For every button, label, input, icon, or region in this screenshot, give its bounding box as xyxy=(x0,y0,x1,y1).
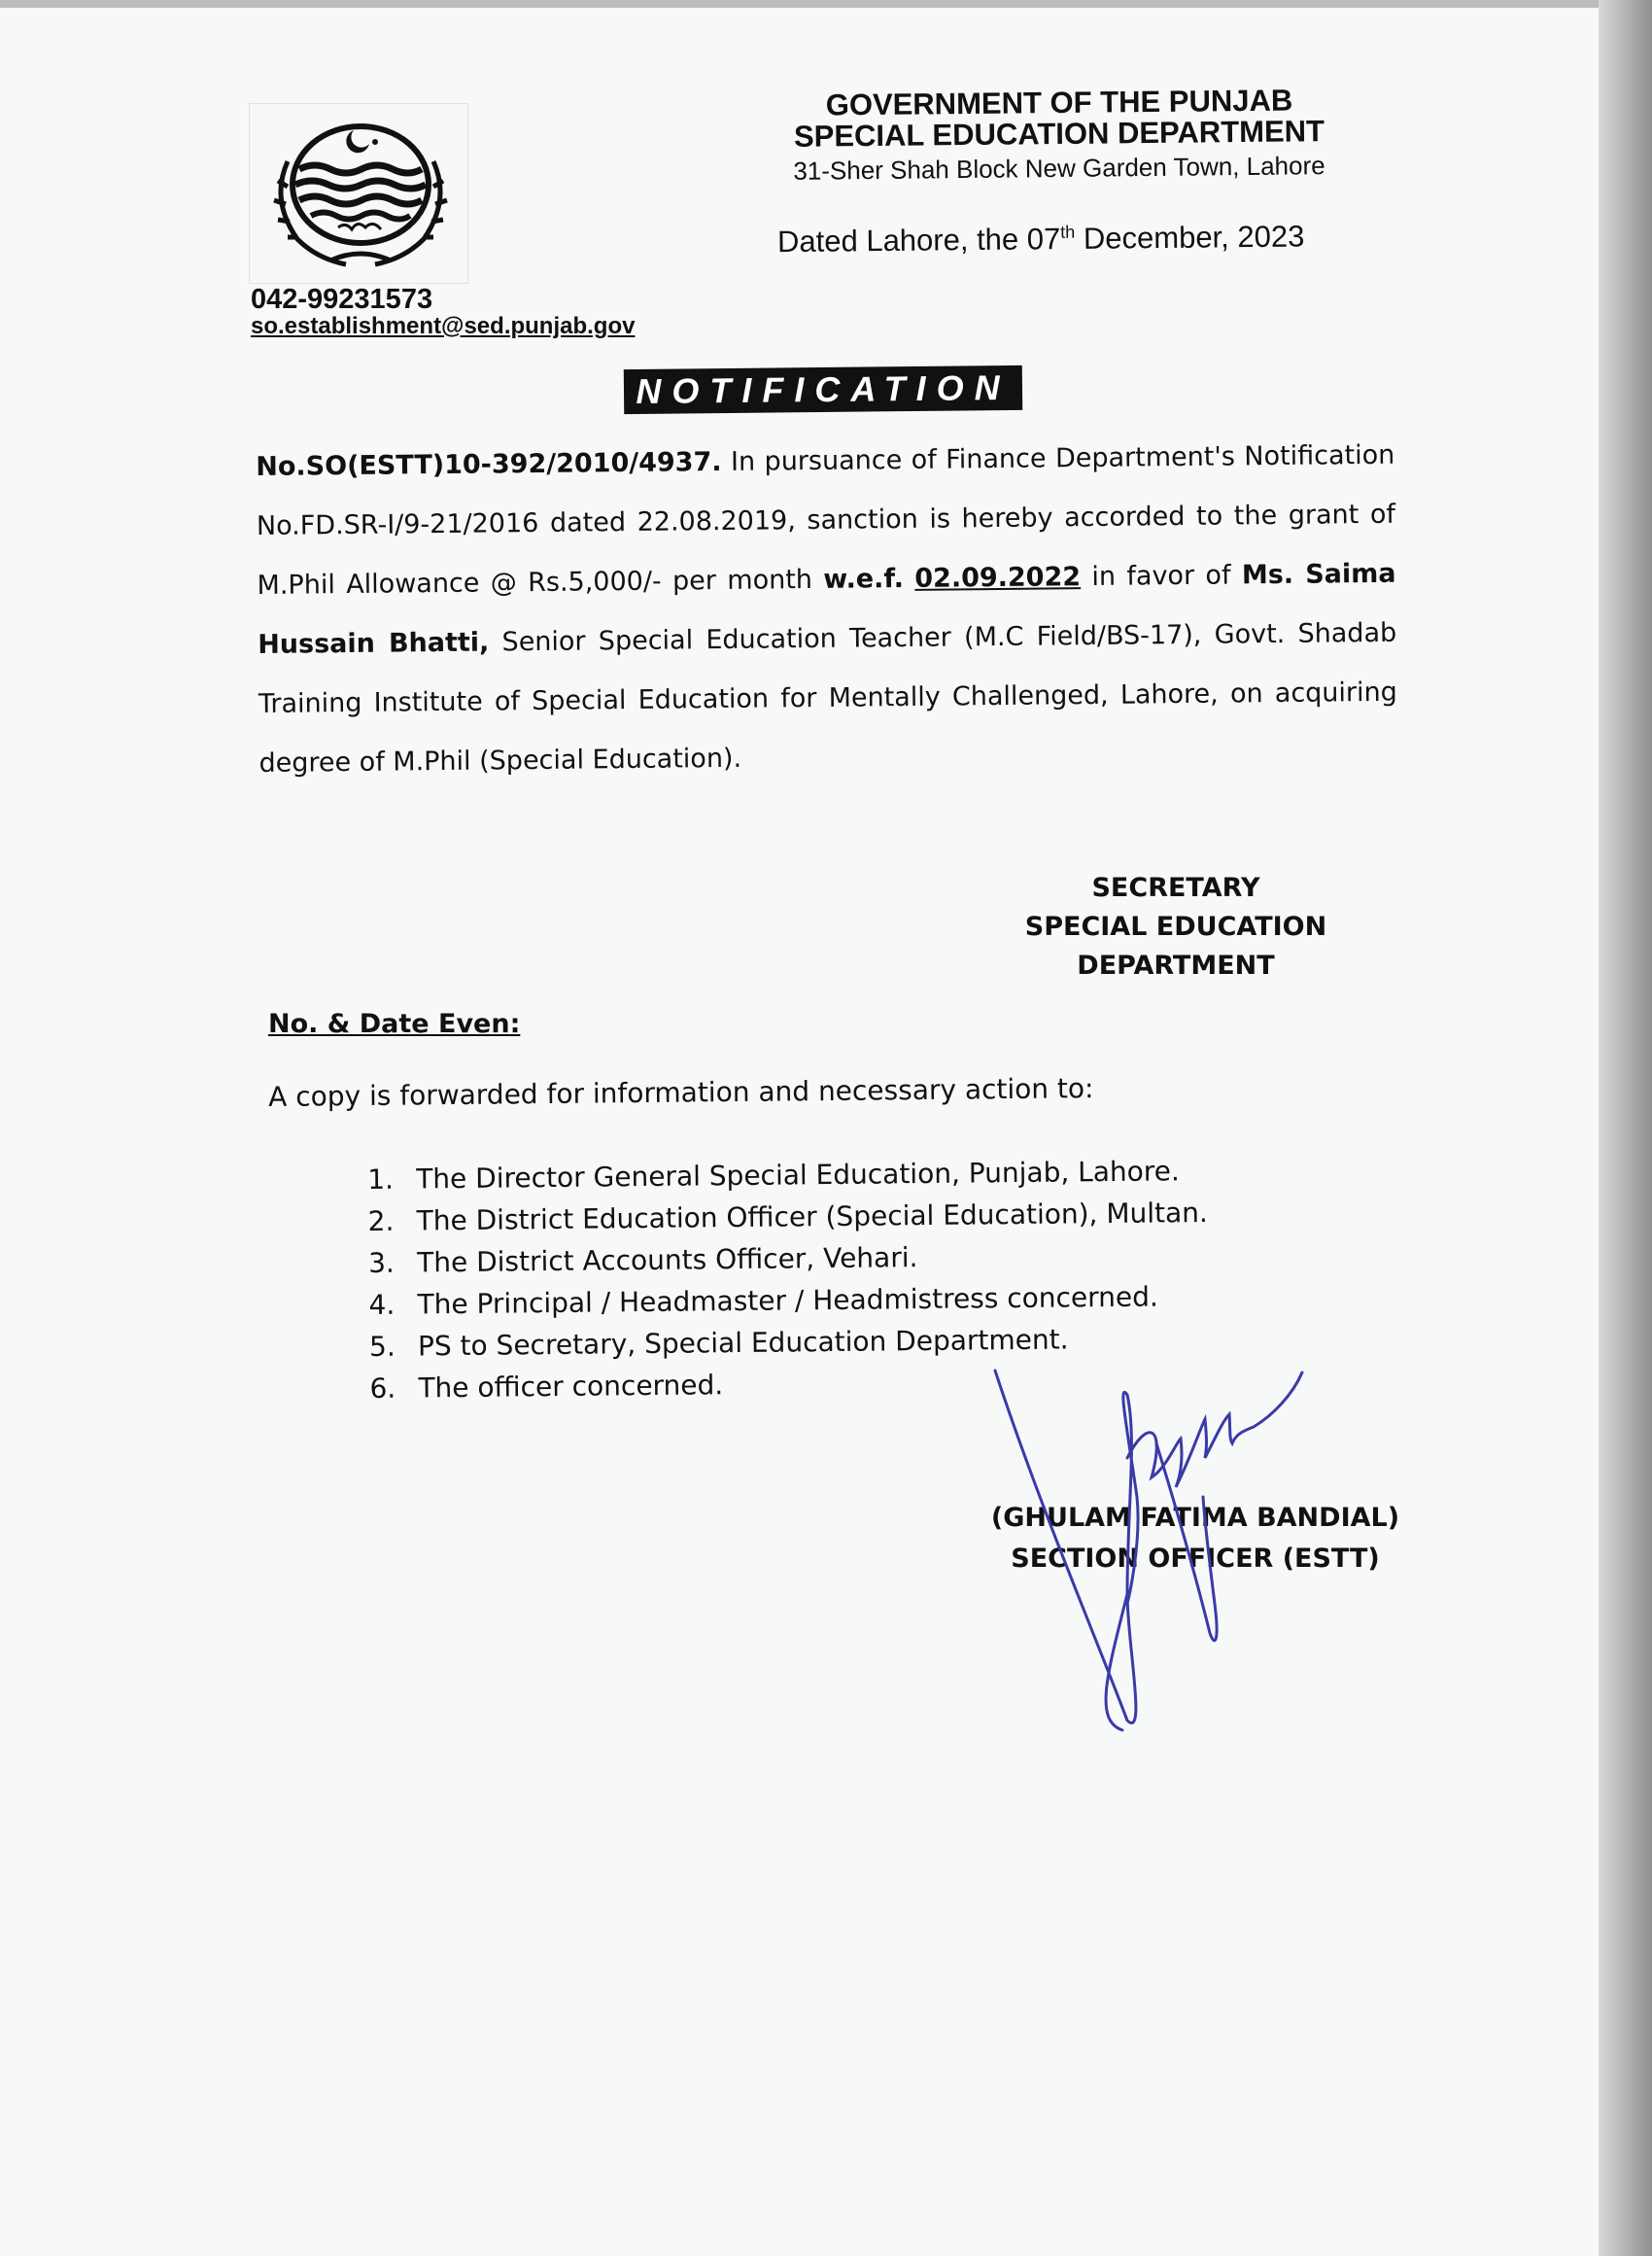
list-item: 4. The Principal / Headmaster / Headmistress concerned. xyxy=(368,1280,1159,1321)
secretary-department: SPECIAL EDUCATION xyxy=(1024,912,1327,942)
signatory-name: (GHULAM FATIMA BANDIAL) xyxy=(990,1503,1400,1533)
letterhead-department: SPECIAL EDUCATION DEPARTMENT xyxy=(793,114,1325,154)
document-page xyxy=(0,8,1599,2256)
letter-date: Dated Lahore, the 07th December, 2023 xyxy=(776,219,1305,260)
copy-heading: No. & Date Even: xyxy=(268,1009,521,1039)
secretary-title: SECRETARY xyxy=(1091,873,1260,903)
scan-right-edge xyxy=(1599,0,1652,2256)
list-item: 1. The Director General Special Education, Punjab, Lahore. xyxy=(367,1155,1180,1196)
list-item: 5. PS to Secretary, Special Education Department. xyxy=(368,1323,1069,1363)
contact-email: so.establishment@sed.punjab.gov xyxy=(251,313,636,339)
scan-top-edge xyxy=(0,0,1652,8)
handwritten-signature xyxy=(981,1351,1331,1740)
effective-date: 02.09.2022 xyxy=(914,562,1082,594)
copy-intro: A copy is forwarded for information and necessary action to: xyxy=(268,1072,1094,1113)
contact-phone: 042-99231573 xyxy=(251,284,433,315)
list-item: 3. The District Accounts Officer, Vehari. xyxy=(367,1241,918,1279)
list-item: 2. The District Education Officer (Special Education), Multan. xyxy=(367,1196,1208,1237)
list-item: 6. The officer concerned. xyxy=(369,1369,724,1405)
signatory-designation: SECTION OFFICER (ESTT) xyxy=(1011,1544,1380,1574)
punjab-government-emblem-icon xyxy=(260,113,461,272)
secretary-department-line2: DEPARTMENT xyxy=(1077,951,1275,981)
notification-title: NOTIFICATION xyxy=(624,365,1022,414)
wef-label: w.e.f. xyxy=(823,564,905,595)
letterhead-government: GOVERNMENT OF THE PUNJAB xyxy=(825,83,1293,122)
employee-name: Ms. Saima Hussain Bhatti, xyxy=(258,558,1396,660)
reference-number: No.SO(ESTT)10-392/2010/4937. xyxy=(256,446,722,482)
notification-body: No.SO(ESTT)10-392/2010/4937. In pursuance of Finance Department's Notification No.FD.SR-I/9-21/2016 dated 22.08.2019, sanction is hereby accorded to the grant of M.Phil Allowance @ Rs.5,000/- per month w.e.f. 02.09.2022 in favor of Ms. Saima Hussain Bhatti, Senior Special Education Teacher (M.C Field/BS-17), Govt. Shadab Training Institute of Special Education for Mentally Challenged, Lahore, on acquiring degree of M.Phil (Special Education). xyxy=(256,439,1397,779)
letterhead-address: 31-Sher Shah Block New Garden Town, Lahore xyxy=(793,151,1325,186)
